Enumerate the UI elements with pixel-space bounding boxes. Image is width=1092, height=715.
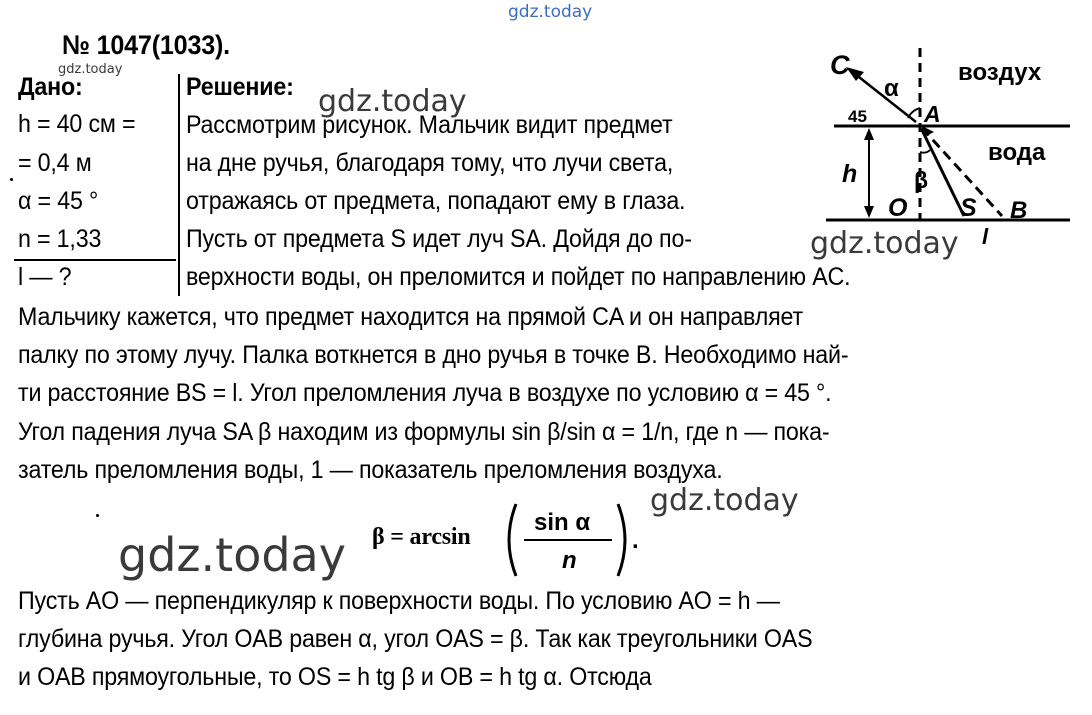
given-line-3: α = 45 ° xyxy=(18,187,99,215)
label-a: A xyxy=(924,101,941,127)
watermark-1: gdz.today xyxy=(318,84,467,119)
given-separator xyxy=(178,74,180,296)
label-c: C xyxy=(830,50,850,80)
formula-numerator: sin α xyxy=(534,509,591,536)
label-s: S xyxy=(960,194,977,222)
label-beta: β xyxy=(914,167,929,193)
solution-line-5: верхности воды, он преломится и пойдет по направлению AC. xyxy=(186,263,851,291)
ray-sa xyxy=(922,130,964,216)
label-water: вода xyxy=(988,139,1046,166)
given-header: Дано: xyxy=(18,73,83,101)
watermark-top: gdz.today xyxy=(508,2,593,22)
formula-end: . xyxy=(632,527,639,554)
given-line-1: h = 40 см = xyxy=(18,110,136,138)
label-air: воздух xyxy=(958,59,1042,86)
body-line-3: ти расстояние BS = l. Угол преломления луча в воздухе по условию α = 45 °. xyxy=(18,379,832,407)
label-b: B xyxy=(1010,197,1028,224)
given-line-4: n = 1,33 xyxy=(18,225,102,253)
body-line-5: затель преломления воды, 1 — показатель преломления воздуха. xyxy=(18,456,723,484)
formula-lhs: β = arcsin xyxy=(372,524,471,550)
solution-line-4: Пусть от предмета S идет луч SA. Дойдя до по- xyxy=(186,225,692,253)
watermark-small: gdz.today xyxy=(58,62,123,77)
label-45: 45 xyxy=(848,107,867,126)
refraction-diagram xyxy=(826,48,1076,248)
given-line-2: = 0,4 м xyxy=(18,149,92,177)
formula-denominator: n xyxy=(562,547,577,574)
arcsin-formula xyxy=(372,500,652,580)
label-o: O xyxy=(888,194,908,222)
given-divider xyxy=(14,259,176,261)
formula-fraction xyxy=(500,500,650,580)
final-line-2: глубина ручья. Угол OAB равен α, угол OAS = β. Так как треугольники OAS xyxy=(18,625,813,653)
find-line: l — ? xyxy=(18,263,72,291)
problem-title: № 1047(1033). xyxy=(62,30,230,60)
speck xyxy=(10,178,13,181)
solution-line-3: отражаясь от предмета, попадают ему в глаза. xyxy=(186,187,686,215)
label-l: l xyxy=(982,224,989,248)
final-line-3: и OAB прямоугольные, то OS = h tg β и OB = h tg α. Отсюда xyxy=(18,663,652,691)
watermark-3: gdz.today xyxy=(650,483,799,518)
solution-line-2: на дне ручья, благодаря тому, что лучи света, xyxy=(186,149,674,177)
body-line-2: палку по этому лучу. Палка воткнется в дно ручья в точке B. Необходимо най- xyxy=(18,341,849,369)
speck-2 xyxy=(96,514,99,517)
final-line-1: Пусть AO — перпендикуляр к поверхности воды. По условию AO = h — xyxy=(18,587,780,615)
solution-line-1: Рассмотрим рисунок. Мальчик видит предмет xyxy=(186,111,673,139)
body-line-1: Мальчику кажется, что предмет находится на прямой CA и он направляет xyxy=(18,303,803,331)
label-alpha: α xyxy=(884,75,899,102)
watermark-2: gdz.today xyxy=(810,226,959,261)
body-line-4: Угол падения луча SA β находим из формулы sin β/sin α = 1/n, где n — пока- xyxy=(18,418,830,446)
watermark-4: gdz.today xyxy=(118,528,346,582)
solution-header: Решение: xyxy=(186,73,294,101)
label-h: h xyxy=(842,160,858,188)
